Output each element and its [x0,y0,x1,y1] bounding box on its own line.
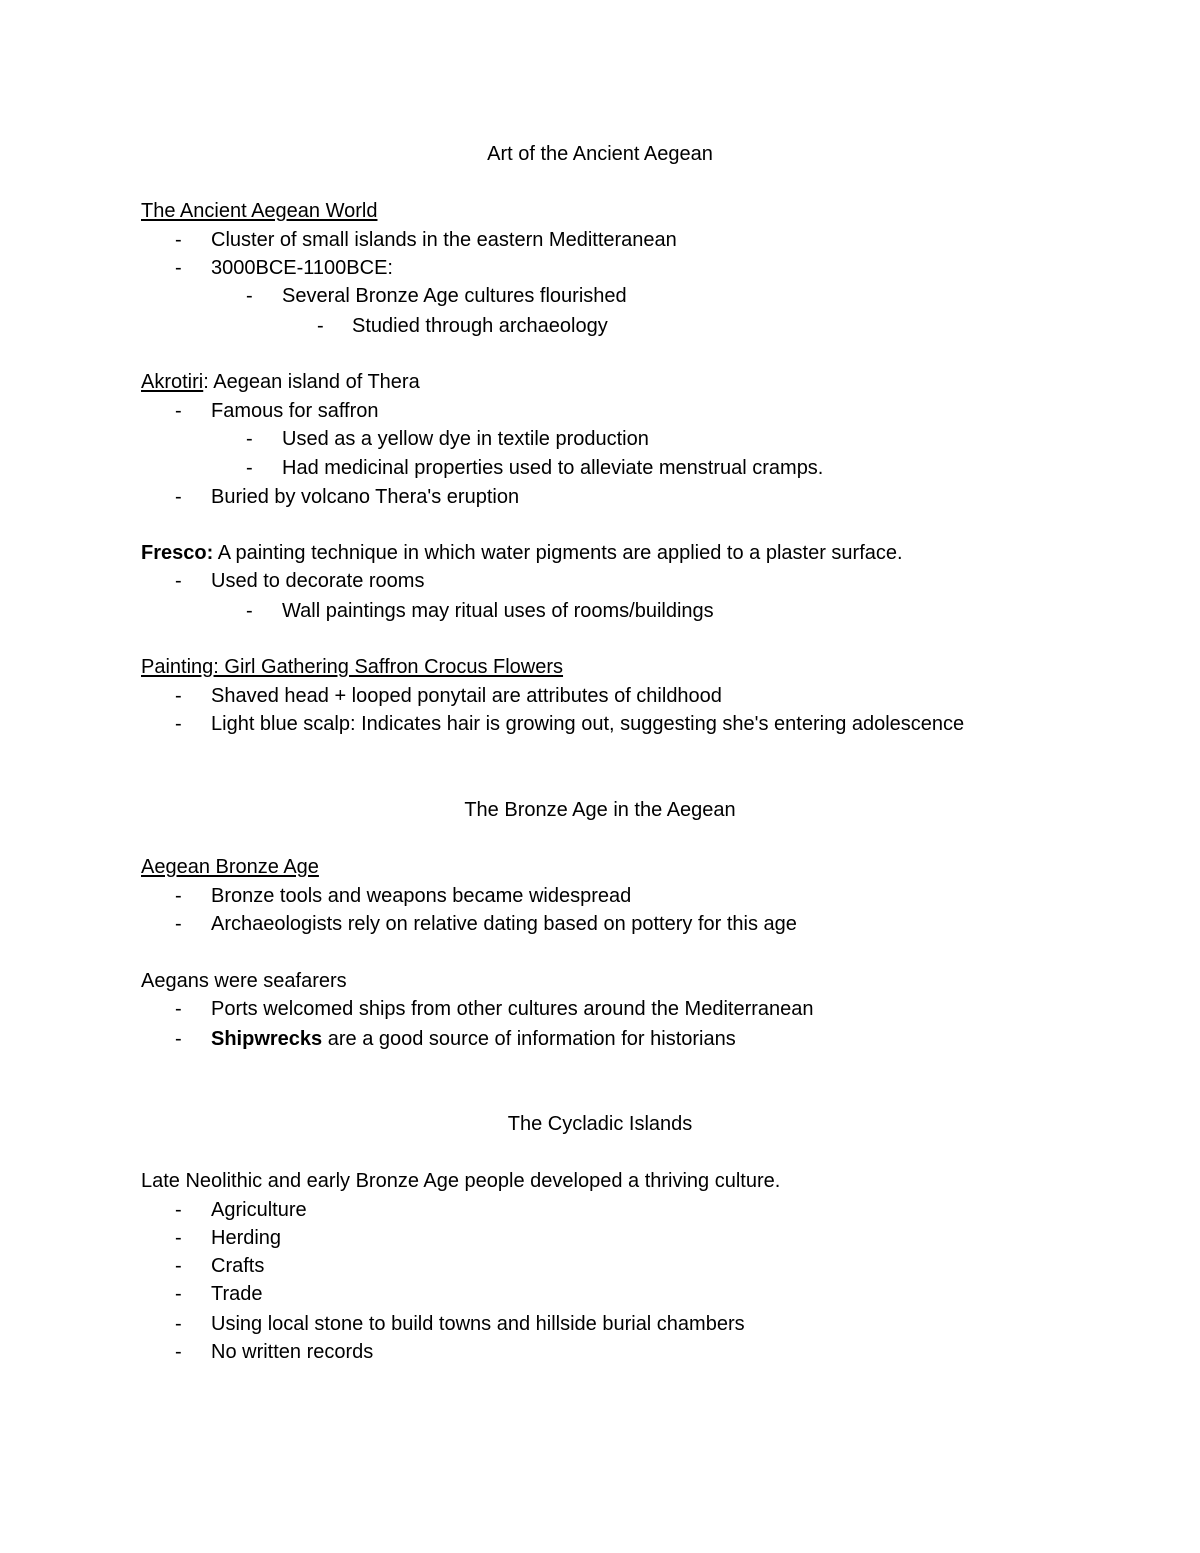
bullet-text: 3000BCE-1100BCE: [211,257,393,279]
bullet-text: Trade [211,1283,263,1305]
bullet-text: Crafts [211,1255,265,1277]
bullet-text: Archaeologists rely on relative dating based on pottery for this age [211,913,797,935]
bullet-text: Studied through archaeology [352,315,608,337]
bullet-text: Had medicinal properties used to alleviate menstrual cramps. [282,457,824,479]
bullet-text: Using local stone to build towns and hillside burial chambers [211,1313,745,1335]
section-title: The Bronze Age in the Aegean [464,799,736,821]
bullet-dash: - [175,1028,182,1050]
bullet-dash: - [317,315,324,337]
section-heading-text: Akrotiri [141,371,204,393]
section-heading [141,653,563,682]
bullet-text: Cluster of small islands in the eastern Meditteranean [211,229,677,251]
bullet-text: Used as a yellow dye in textile production [282,428,649,450]
bullet-text: No written records [211,1341,374,1363]
bullet-dash: - [175,1341,182,1363]
bullet-text: Herding [211,1227,282,1249]
bullet-dash: - [175,257,182,279]
section-heading [141,368,420,397]
bullet-text: Bronze tools and weapons became widespread [211,885,632,907]
bullet-dash: - [175,685,182,707]
document-title: Art of the Ancient Aegean [487,143,713,165]
bullet-dash: - [175,713,182,735]
section-title: The Cycladic Islands [507,1113,693,1135]
bullet-text: Several Bronze Age cultures flourished [282,285,627,307]
bullet-text [211,1025,736,1054]
bullet-dash: - [175,1283,182,1305]
bullet-dash: - [175,229,182,251]
section-heading: Aegans were seafarers [141,970,347,992]
bold-term: Shipwrecks [211,1028,323,1050]
section-heading [141,197,377,226]
bullet-dash: - [175,1255,182,1277]
bullet-dash: - [246,428,253,450]
bullet-dash: - [175,486,182,508]
bullet-dash: - [175,400,182,422]
section-heading [141,853,319,882]
bullet-dash: - [246,600,253,622]
bullet-dash: - [175,1313,182,1335]
bullet-text: Wall paintings may ritual uses of rooms/buildings [282,600,714,622]
bullet-dash: - [175,885,182,907]
bullet-text: Ports welcomed ships from other cultures around the Mediterranean [211,998,814,1020]
bullet-text: Light blue scalp: Indicates hair is growing out, suggesting she's entering adolescence [211,713,965,735]
bullet-text: Used to decorate rooms [211,570,425,592]
bullet-dash: - [246,457,253,479]
bullet-dash: - [175,570,182,592]
definition-text: A painting technique in which water pigments are applied to a plaster surface. [213,542,903,564]
bullet-dash: - [175,998,182,1020]
bullet-dash: - [246,285,253,307]
bullet-text: Buried by volcano Thera's eruption [211,486,520,508]
bullet-text: Agriculture [211,1199,307,1221]
bullet-dash: - [175,1227,182,1249]
bullet-dash: - [175,1199,182,1221]
bullet-dash: - [175,913,182,935]
section-heading-text: Painting: Girl Gathering Saffron Crocus Flowers [141,656,564,678]
section-heading-rest: : Aegean island of Thera [203,371,420,393]
definition-term: Fresco: [141,542,214,564]
section-heading-text: The Ancient Aegean World [141,200,378,222]
section-intro: Late Neolithic and early Bronze Age people developed a thriving culture. [141,1170,781,1192]
bullet-text: Shaved head + looped ponytail are attributes of childhood [211,685,722,707]
bullet-text-rest: are a good source of information for historians [322,1028,736,1050]
bullet-text: Famous for saffron [211,400,379,422]
definition-line [141,539,903,568]
section-heading-text: Aegean Bronze Age [141,856,319,878]
